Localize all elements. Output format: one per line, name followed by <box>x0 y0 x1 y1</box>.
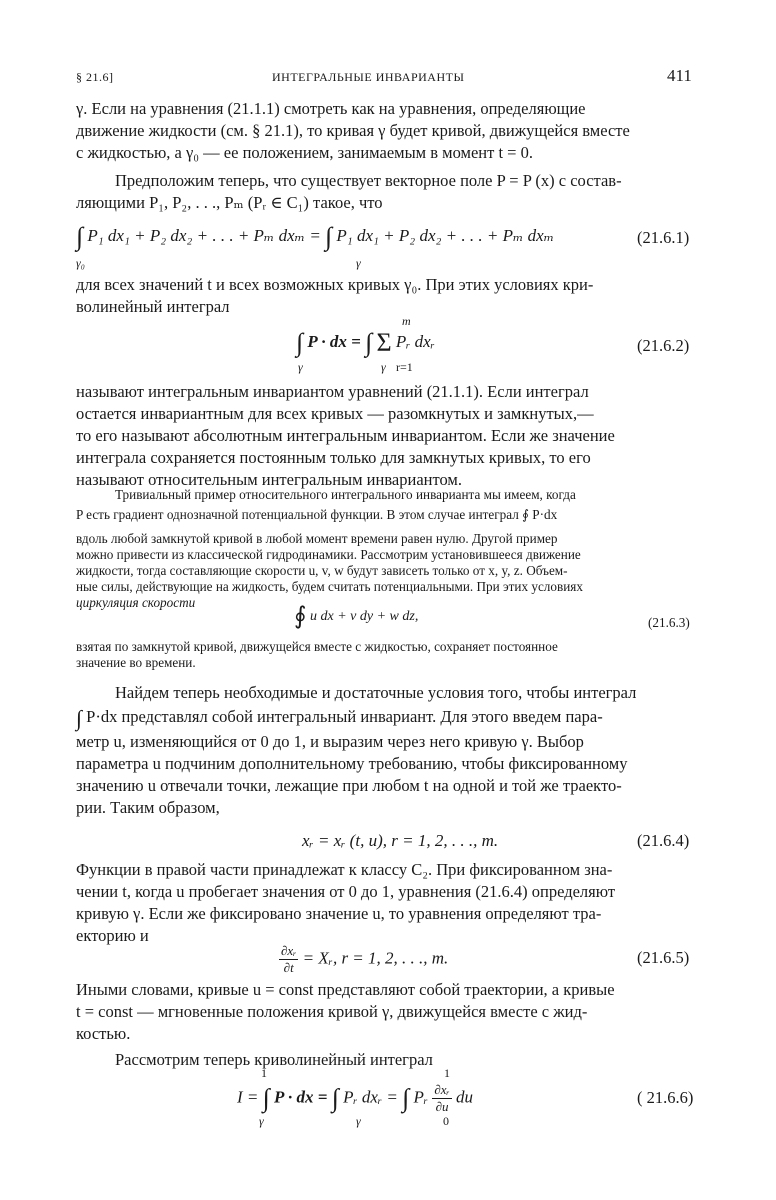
p6-line-2: чении t, когда u пробегает значения от 0 до 1, уравнения (21.6.4) определяют <box>76 882 616 901</box>
eq6-number: ( 21.6.6) <box>637 1088 694 1107</box>
eq2-rhs: Pᵣ dxᵣ <box>395 331 435 351</box>
p7-line-3: костью. <box>76 1024 131 1043</box>
integral-sign: ∫ <box>331 1083 339 1113</box>
p6-line-4: екторию и <box>76 926 149 945</box>
contour-integral-sign: ∮ <box>294 603 307 630</box>
eq6-lim3-top: 1 <box>444 1066 450 1080</box>
eq1-limit-left: γ₀ <box>76 256 85 270</box>
p5-line-3: метр u, изменяющийся от 0 до 1, и выразим через него кривую γ. Выбор <box>76 732 584 751</box>
eq2-limit-2: γ <box>381 360 386 374</box>
fraction <box>279 943 298 976</box>
eq1-left: P₁ dx₁ + P₂ dx₂ + . . . + Pₘ dxₘ = <box>87 225 321 245</box>
p3-line-1: для всех значений t и всех возможных кривых γ₀. При этих условиях кри- <box>76 275 594 294</box>
running-title: ИНТЕГРАЛЬНЫЕ ИНВАРИАНТЫ <box>272 70 465 84</box>
eq6-a: I = <box>237 1087 259 1107</box>
p5-line-2 <box>76 706 603 729</box>
eq5-rest: = Xᵣ, r = 1, 2, . . ., m. <box>302 948 449 968</box>
eq6-c: Pᵣ dxᵣ = <box>343 1087 398 1107</box>
eq2-sum-bottom: r=1 <box>396 360 413 374</box>
eq1-number: (21.6.1) <box>637 228 690 247</box>
integral-sign: ∫ <box>365 328 373 357</box>
equation-21-6-3 <box>294 603 419 630</box>
p5-line-2-text: P·dx представлял собой интегральный инвариант. Для этого введем пара- <box>86 707 603 726</box>
eq6-lim2-bottom: γ <box>356 1114 361 1128</box>
p1-line-3: с жидкостью, а γ₀ — ее положением, занимаемым в момент t = 0. <box>76 143 533 162</box>
small-line-5: жидкости, тогда составляющие скорости u, v, w будут зависеть только от x, y, z. Объем- <box>76 563 568 578</box>
equation-21-6-5 <box>279 943 448 976</box>
p2-line-2: ляющими P₁, P₂, . . ., Pₘ (Pᵣ ∈ C₁) такое, что <box>76 193 383 212</box>
small2-line-1: взятая по замкнутой кривой, движущейся вместе с жидкостью, сохраняет постоянное <box>76 639 558 654</box>
integral-sign: ∫ <box>262 1083 270 1113</box>
integral-sign: ∫ <box>402 1083 410 1113</box>
fraction <box>432 1082 451 1115</box>
p5-line-6: рии. Таким образом, <box>76 798 220 817</box>
small-line-4: можно привести из классической гидродинамики. Рассмотрим установившееся движение <box>76 547 581 562</box>
eq6-lim1-bottom: γ <box>259 1114 264 1128</box>
eq4-number: (21.6.4) <box>637 831 690 850</box>
p6-line-1: Функции в правой части принадлежат к классу C₂. При фиксированном зна- <box>76 860 613 879</box>
eq6-e: du <box>455 1087 473 1107</box>
fraction-numerator: ∂xᵣ <box>281 943 297 958</box>
p4-line-1: называют интегральным инвариантом уравнений (21.1.1). Если интеграл <box>76 382 589 401</box>
p4-line-4: интеграла сохраняется постоянным только для замкнутых кривых, то его <box>76 448 591 467</box>
p5-line-4: параметра u подчиним дополнительному требованию, чтобы фиксированному <box>76 754 628 773</box>
eq1-right: P₁ dx₁ + P₂ dx₂ + . . . + Pₘ dxₘ <box>336 225 555 245</box>
fraction-denominator: ∂t <box>283 960 294 975</box>
eq2-lhs: P · dx = <box>307 331 361 351</box>
small-line-2: P есть градиент однозначной потенциальной функции. В этом случае интеграл ∮ P·dx <box>76 507 558 522</box>
p7-line-2: t = const — мгновенные положения кривой γ, движущейся вместе с жид- <box>76 1002 588 1021</box>
integral-sign: ∫ <box>76 705 83 731</box>
p1-line-1: γ. Если на уравнения (21.1.1) смотреть как на уравнения, определяющие <box>76 99 586 118</box>
fraction-numerator: ∂xᵣ <box>434 1082 450 1097</box>
page-number: 411 <box>667 66 692 85</box>
eq1-limit-right: γ <box>356 256 361 270</box>
eq2-number: (21.6.2) <box>637 336 690 355</box>
p4-line-2: остается инвариантным для всех кривых — разомкнутых и замкнутых,— <box>76 404 594 423</box>
eq2-sum-top: m <box>402 314 411 328</box>
integral-sign: ∫ <box>76 222 84 251</box>
integral-sign: ∫ <box>296 328 304 357</box>
sum-sign: Σ <box>376 328 392 357</box>
eq6-b: P · dx = <box>274 1087 328 1107</box>
p7-line-1: Иными словами, кривые u = const представляют собой траектории, а кривые <box>76 980 615 999</box>
p5-line-1: Найдем теперь необходимые и достаточные условия того, чтобы интеграл <box>115 683 637 702</box>
p2-line-1: Предположим теперь, что существует векторное поле P = P (x) с состав- <box>115 171 622 190</box>
small2-line-2: значение во времени. <box>76 655 196 670</box>
p8-line: Рассмотрим теперь криволинейный интеграл <box>115 1050 433 1069</box>
p3-line-2: волинейный интеграл <box>76 297 230 316</box>
eq6-d: Pᵣ <box>413 1087 429 1107</box>
equation-21-6-2 <box>296 328 435 358</box>
p4-line-3: то его называют абсолютным интегральным инвариантом. Если же значение <box>76 426 615 445</box>
eq6-lim3-bottom: 0 <box>443 1114 449 1128</box>
small-line-6: ные силы, действующие на жидкость, будем считать потенциальными. При этих условиях <box>76 579 583 594</box>
small-line-7: циркуляция скорости <box>76 595 196 610</box>
p1-line-2: движение жидкости (см. § 21.1), то кривая γ будет кривой, движущейся вместе <box>76 121 630 140</box>
eq5-number: (21.6.5) <box>637 948 690 967</box>
eq3-text: u dx + v dy + w dz, <box>310 609 419 624</box>
small-line-1: Тривиальный пример относительного интегрального инварианта мы имеем, когда <box>115 487 576 502</box>
p4-line-5: называют относительным интегральным инвариантом. <box>76 470 462 489</box>
integral-sign: ∫ <box>325 222 333 251</box>
equation-21-6-1 <box>76 222 554 252</box>
eq6-lim1-top: 1 <box>261 1066 267 1080</box>
equation-21-6-4: xᵣ = xᵣ (t, u), r = 1, 2, . . ., m. <box>302 831 499 850</box>
small-line-3: вдоль любой замкнутой кривой в любой момент времени равен нулю. Другой пример <box>76 531 558 546</box>
p6-line-3: кривую γ. Если же фиксировано значение u, то уравнения определяют тра- <box>76 904 602 923</box>
eq2-limit-1: γ <box>298 360 303 374</box>
fraction-denominator: ∂u <box>435 1099 449 1114</box>
equation-21-6-6 <box>237 1082 473 1115</box>
p5-line-5: значению u отвечали точки, лежащие при любом t на одной и той же траекто- <box>76 776 622 795</box>
eq3-number: (21.6.3) <box>648 615 690 630</box>
section-ref: § 21.6] <box>76 70 114 84</box>
